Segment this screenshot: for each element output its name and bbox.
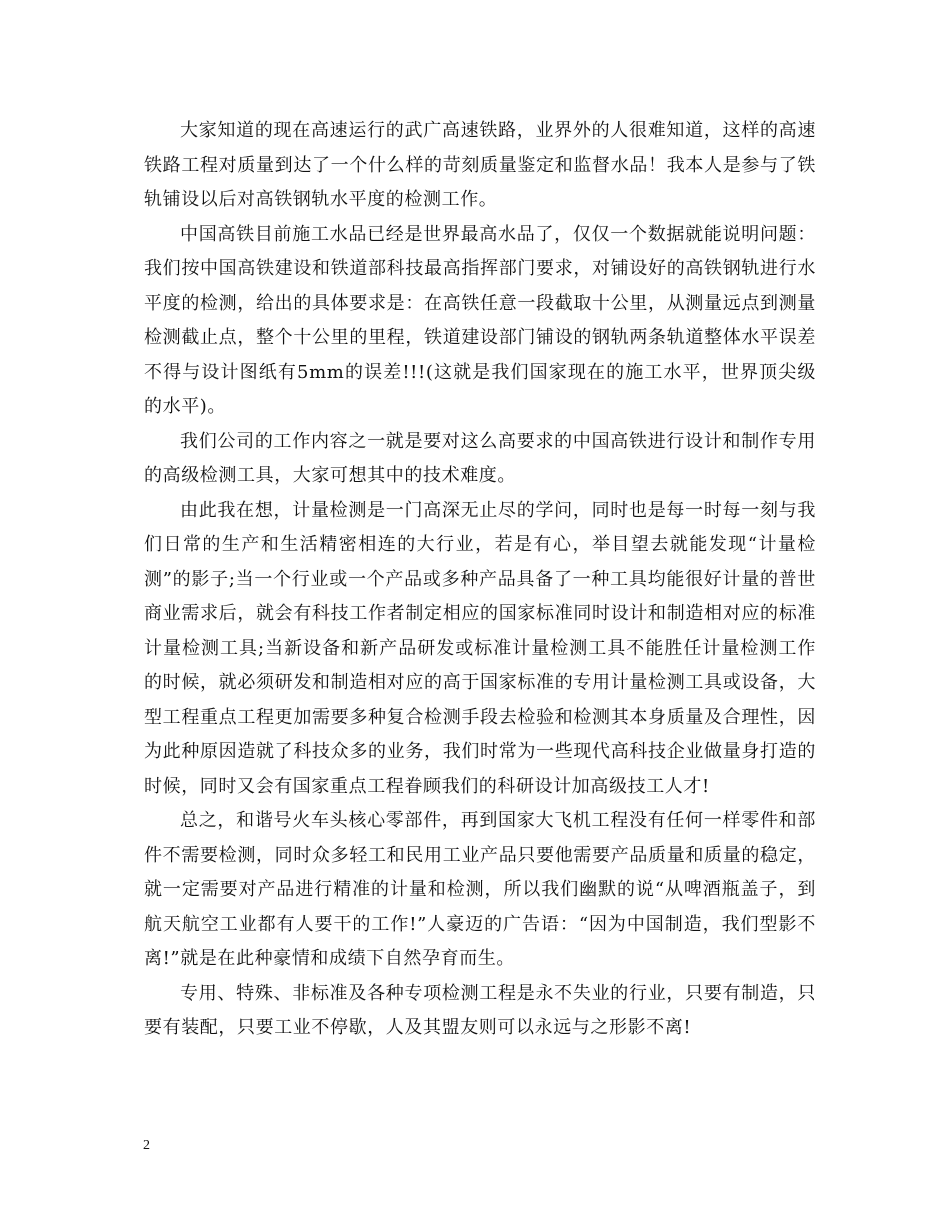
paragraph: 总之，和谐号火车头核心零部件，再到国家大飞机工程没有任何一样零件和部件不需要检测，同时众多轻工和民用工业产品只要他需要产品质量和质量的稳定，就一定需要对产品进行精准的计量和检测，所以我们幽默的说“从啤酒瓶盖子，到航天航空工业都有人要干的工作!”人豪迈的广告语：“因为中国制造，我们型影不离!”就是在此种豪情和成绩下自然孕育而生。 bbox=[144, 810, 816, 969]
paragraph: 专用、特殊、非标准及各种专项检测工程是永不失业的行业，只要有制造，只要有装配，只要工业不停歇，人及其盟友则可以永远与之形影不离! bbox=[144, 982, 816, 1038]
paragraph: 由此我在想，计量检测是一门高深无止尽的学问，同时也是每一时每一刻与我们日常的生产和生活精密相连的大行业，若是有心，举目望去就能发现“计量检测”的影子;当一个行业或一个产品或多种产品具备了一种工具均能很好计量的普世商业需求后，就会有科技工作者制定相应的国家标准同时设计和制造相对应的标准计量检测工具;当新设备和新产品研发或标准计量检测工具不能胜任计量检测工作的时候，就必须研发和制造相对应的高于国家标准的专用计量检测工具或设备，大型工程重点工程更加需要多种复合检测手段去检验和检测其本身质量及合理性，因为此种原因造就了科技众多的业务，我们时常为一些现代高科技企业做量身打造的时候，同时又会有国家重点工程眷顾我们的科研设计加高级技工人才! bbox=[144, 499, 816, 797]
paragraph: 大家知道的现在高速运行的武广高速铁路，业界外的人很难知道，这样的高速铁路工程对质量到达了一个什么样的苛刻质量鉴定和监督水品！我本人是参与了铁轨铺设以后对高铁钢轨水平度的检测工作。 bbox=[144, 120, 816, 210]
page-number: 2 bbox=[143, 1138, 150, 1153]
document-body bbox=[144, 114, 816, 1046]
paragraph: 中国高铁目前施工水品已经是世界最高水品了，仅仅一个数据就能说明问题：我们按中国高铁建设和铁道部科技最高指挥部门要求，对铺设好的高铁钢轨进行水平度的检测，给出的具体要求是：在高铁任意一段截取十公里，从测量远点到测量检测截止点，整个十公里的里程，铁道建设部门铺设的钢轨两条轨道整体水平误差不得与设计图纸有5mm的误差!!!(这就是我们国家现在的施工水平，世界顶尖级的水平)。 bbox=[144, 223, 816, 417]
paragraph: 我们公司的工作内容之一就是要对这么高要求的中国高铁进行设计和制作专用的高级检测工具，大家可想其中的技术难度。 bbox=[144, 430, 816, 486]
